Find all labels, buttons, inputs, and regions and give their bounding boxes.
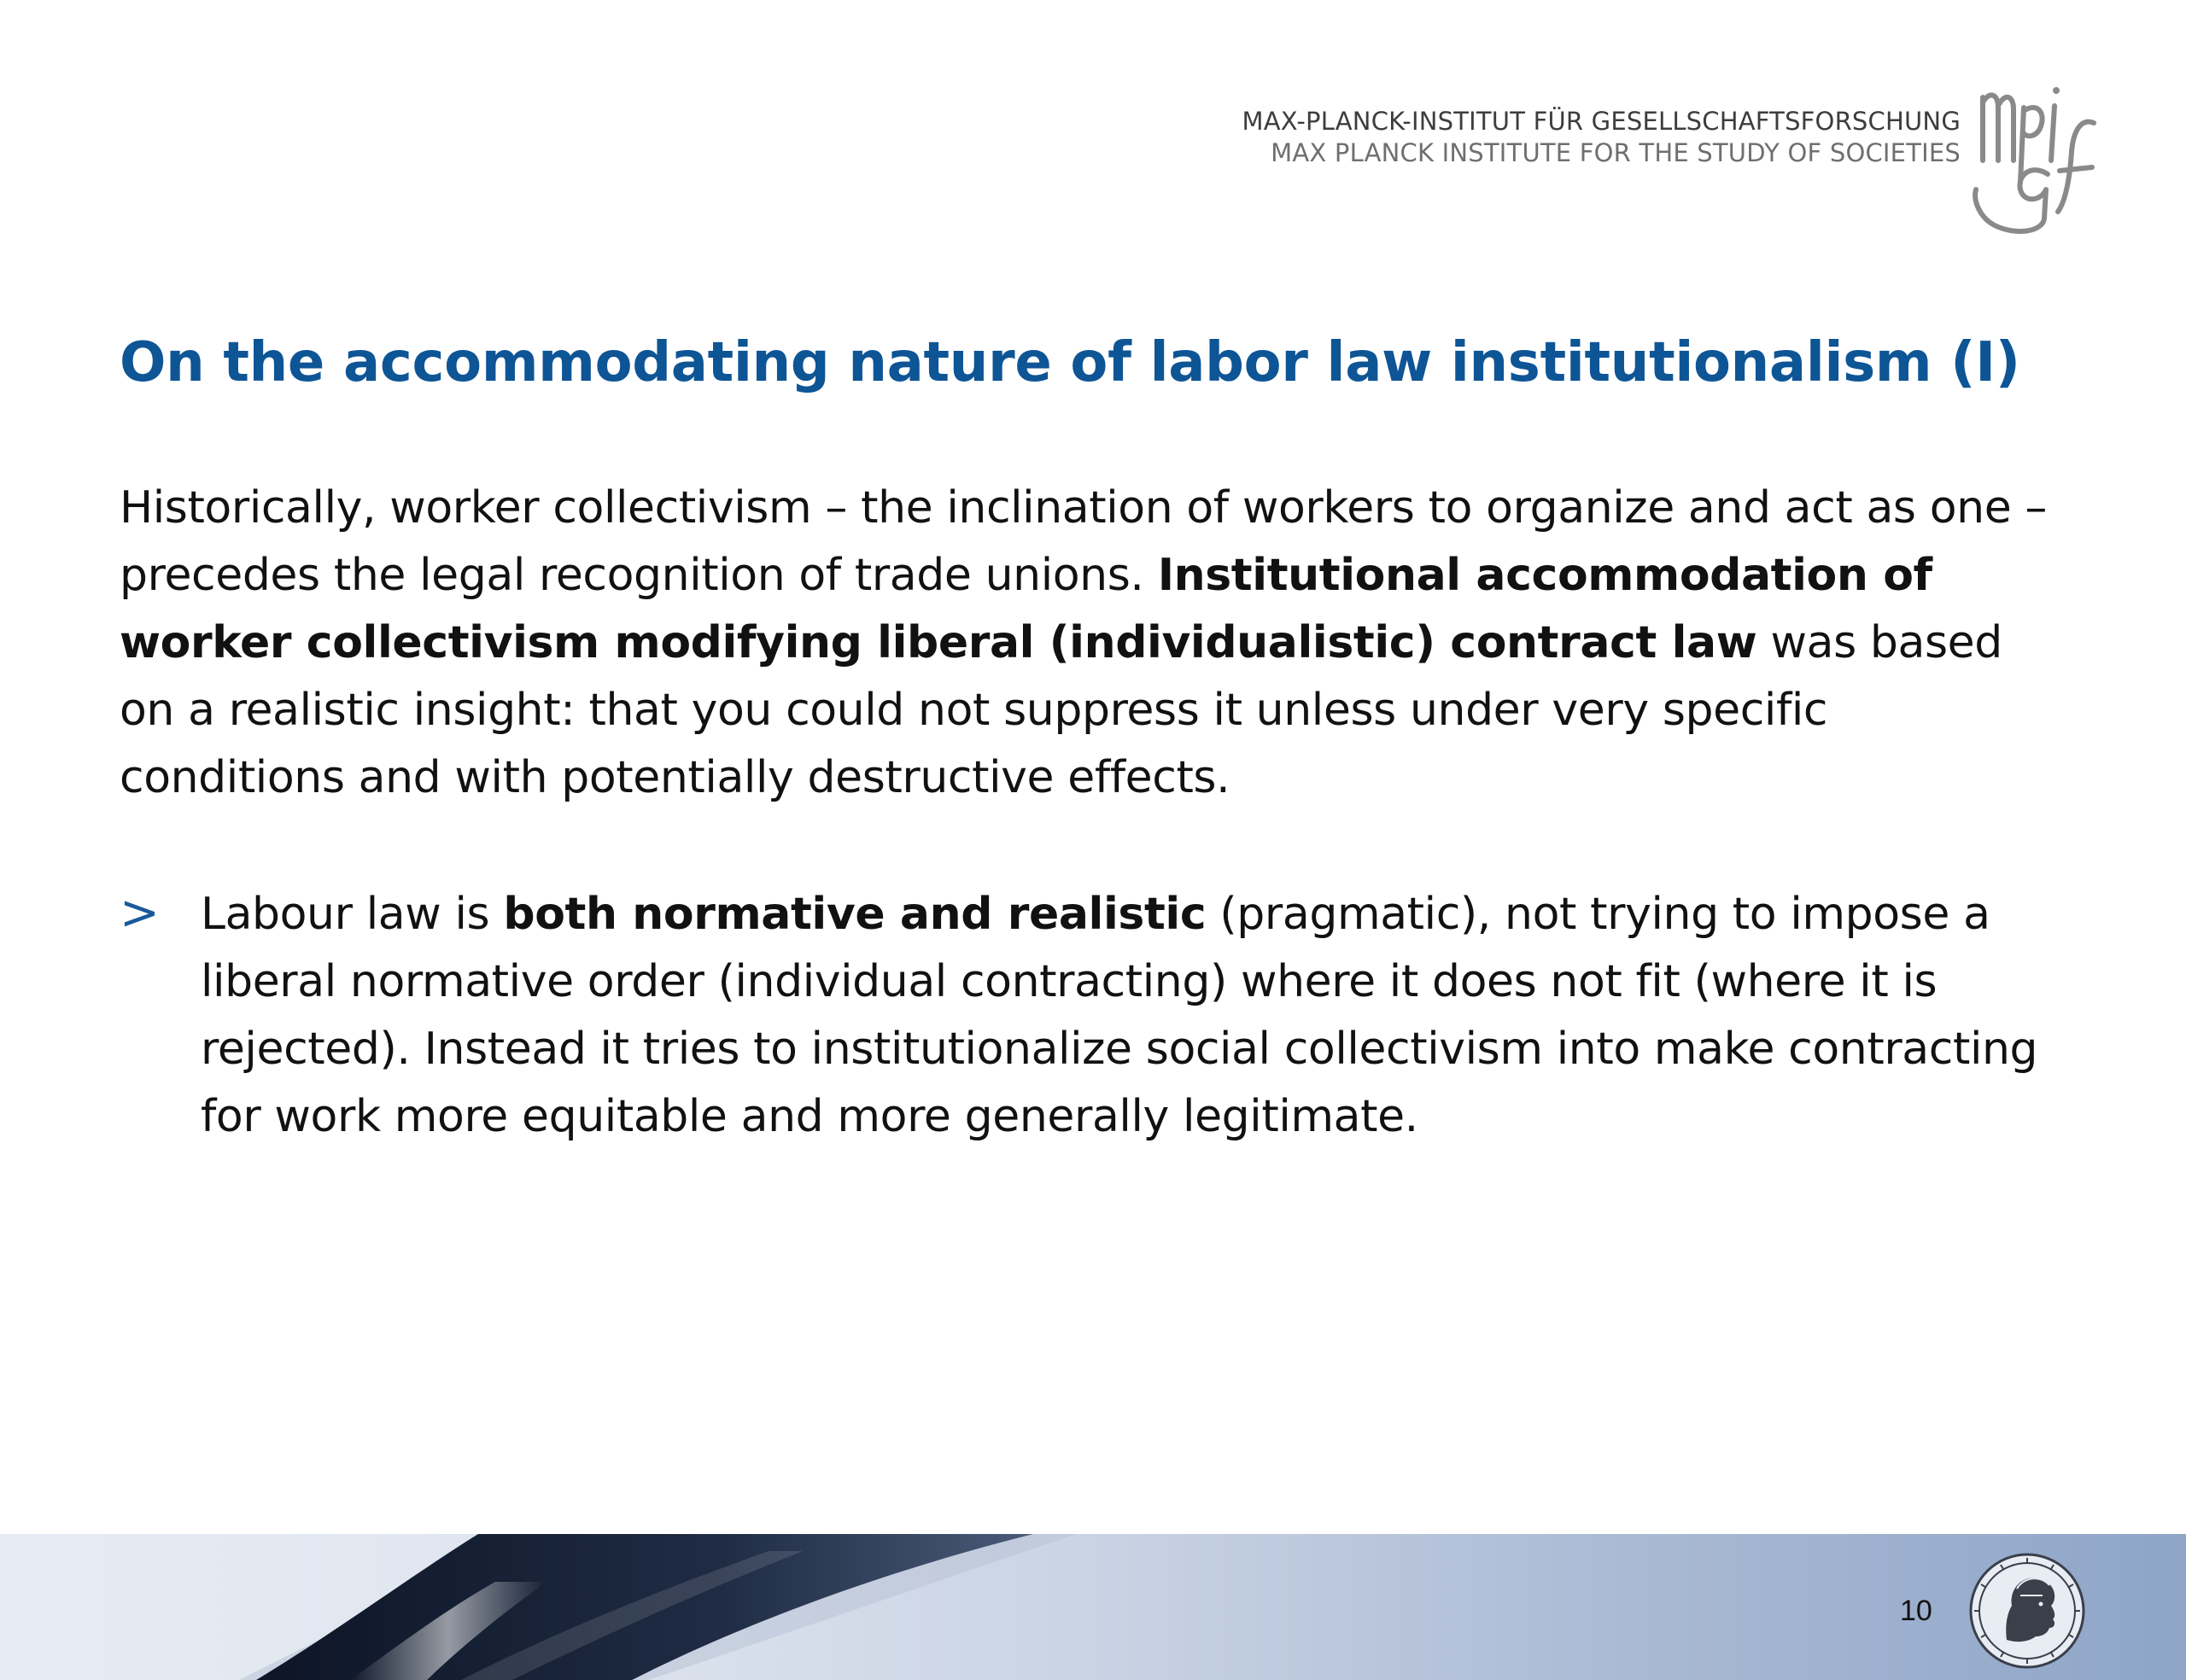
page-number: 10 — [1900, 1595, 1932, 1627]
bullet-item — [201, 881, 2058, 1151]
bullet-text-part-1: Labour law is — [201, 889, 504, 940]
footer-band — [0, 1534, 2186, 1680]
institute-name-german: MAX-PLANCK-INSTITUT FÜR GESELLSCHAFTSFORSCHUNG — [1242, 107, 1961, 136]
body-paragraph — [120, 475, 2049, 812]
body-text-part-1: Historically, worker collectivism – the inclination of workers to organize and act as one – precedes the legal recognition of trade unions. — [120, 482, 2048, 601]
mpifg-logo-icon — [1964, 82, 2097, 236]
body-text-part-2: was based on a realistic insight: that you could not suppress it unless under very specific conditions and with potentially destructive effects. — [120, 617, 2002, 803]
minerva-seal-icon — [1967, 1551, 2087, 1671]
body-text-emphasis: Institutional accommodation of worker collectivism modifying liberal (individualistic) contract law — [120, 550, 1932, 668]
bullet-marker: > — [120, 885, 160, 941]
footer-decoration — [0, 1534, 2186, 1680]
slide-title: On the accommodating nature of labor law institutionalism (I) — [120, 331, 2020, 394]
institute-name-english: MAX PLANCK INSTITUTE FOR THE STUDY OF SOCIETIES — [1271, 138, 1961, 167]
institute-header — [1242, 106, 1961, 169]
bullet-text-part-2: (pragmatic), not trying to impose a liberal normative order (individual contracting) where it does not fit (where it is rejected). Instead it tries to institutionalize social collectivism into make contracting for work more equitable and more generally legitimate. — [201, 889, 2038, 1142]
bullet-text-emphasis: both normative and realistic — [503, 889, 1207, 940]
